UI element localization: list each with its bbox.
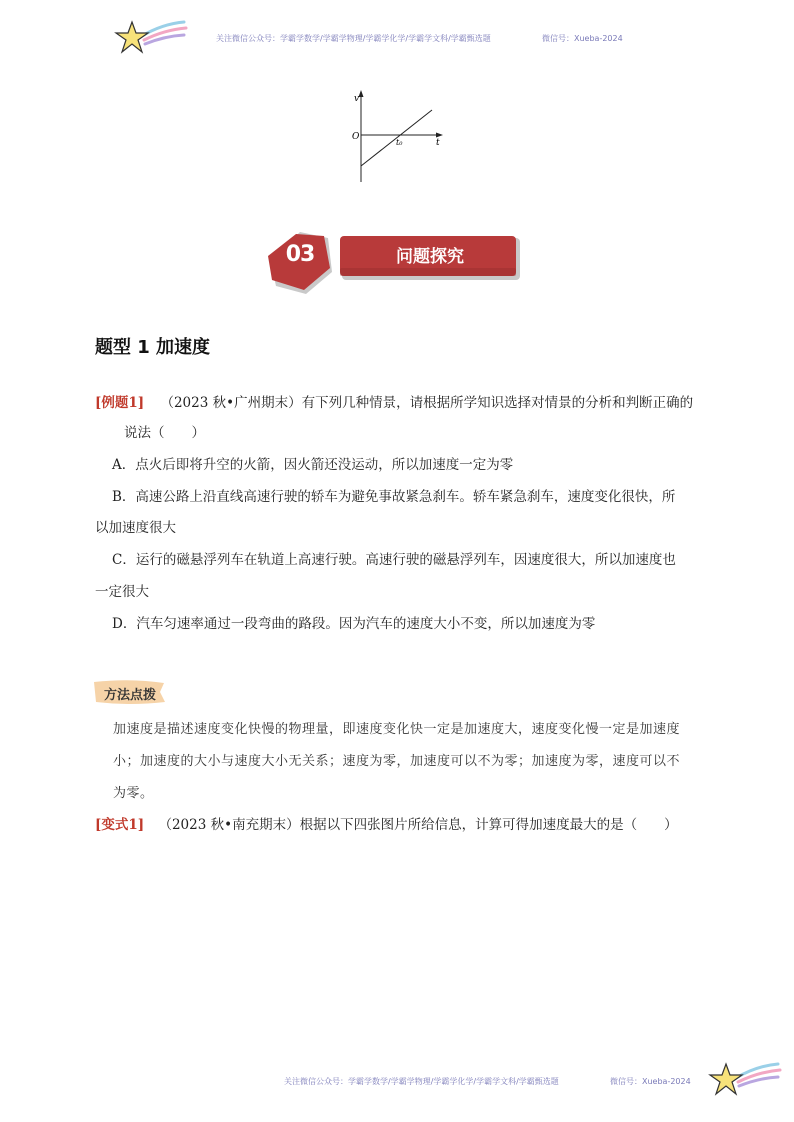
footer-channels-text: 关注微信公众号：学霸学数学/学霸学物理/学霸学化学/学霸学文科/学霸甄选题: [284, 1077, 559, 1086]
example-option-b-line2: 以加速度很大: [95, 520, 176, 536]
example-option-a: A．点火后即将升空的火箭，因火箭还没运动，所以加速度一定为零: [112, 457, 514, 473]
example-stem-text: （2023 秋•广州期末）有下列几种情景，请根据所学知识选择对情景的分析和判断正确的: [160, 395, 694, 411]
example-stem-line2: 说法（ ）: [124, 425, 205, 441]
section-banner-title: 问题探究: [396, 247, 464, 267]
variant-stem-text: （2023 秋•南充期末）根据以下四张图片所给信息，计算可得加速度最大的是（ ）: [158, 817, 678, 833]
method-tip-line3: 为零。: [113, 786, 154, 801]
header-wechat-id: 微信号：Xueba-2024: [542, 34, 623, 43]
method-tip-line2: 小；加速度的大小与速度大小无关系；速度为零，加速度可以不为零；加速度为零，速度可以不: [113, 754, 681, 769]
x-axis-label: t: [436, 138, 440, 148]
footer-wechat-id: 微信号：Xueba-2024: [610, 1077, 691, 1086]
example-option-c-line2: 一定很大: [95, 584, 149, 600]
t0-label: t₀: [396, 138, 403, 147]
y-axis-arrow: [359, 90, 364, 97]
example-option-c-line1: C．运行的磁悬浮列车在轨道上高速行驶。高速行驶的磁悬浮列车，因速度很大，所以加速度也: [112, 552, 676, 568]
footer-shooting-star-icon: [706, 1058, 782, 1100]
example-tag: [例题1]: [95, 395, 145, 411]
origin-label: O: [352, 132, 360, 142]
example-stem-line1: [95, 393, 693, 413]
question-type-title: 题型 1 加速度: [95, 337, 211, 358]
y-axis-label: v: [354, 94, 360, 104]
x-axis-arrow: [436, 133, 443, 138]
page-header: [0, 0, 794, 70]
example-option-b-line1: B．高速公路上沿直线高速行驶的轿车为避免事故紧急刹车。轿车紧急刹车，速度变化很快，所: [112, 489, 676, 505]
variant-stem: [95, 815, 678, 835]
method-tip-line1: 加速度是描述速度变化快慢的物理量，即速度变化快一定是加速度大，速度变化慢一定是加速度: [113, 722, 681, 737]
example-option-d: D．汽车匀速率通过一段弯曲的路段。因为汽车的速度大小不变，所以加速度为零: [112, 616, 596, 632]
method-label-text: 方法点拨: [104, 688, 157, 703]
shooting-star-icon: [112, 16, 188, 58]
velocity-time-graph: [344, 88, 454, 184]
section-number: 03: [285, 242, 315, 267]
method-tip-label: [94, 680, 166, 704]
section-banner: [266, 232, 522, 296]
variant-tag: [变式1]: [95, 817, 145, 833]
header-channels-text: 关注微信公众号：学霸学数学/学霸学物理/学霸学化学/学霸学文科/学霸甄选题: [216, 34, 491, 43]
